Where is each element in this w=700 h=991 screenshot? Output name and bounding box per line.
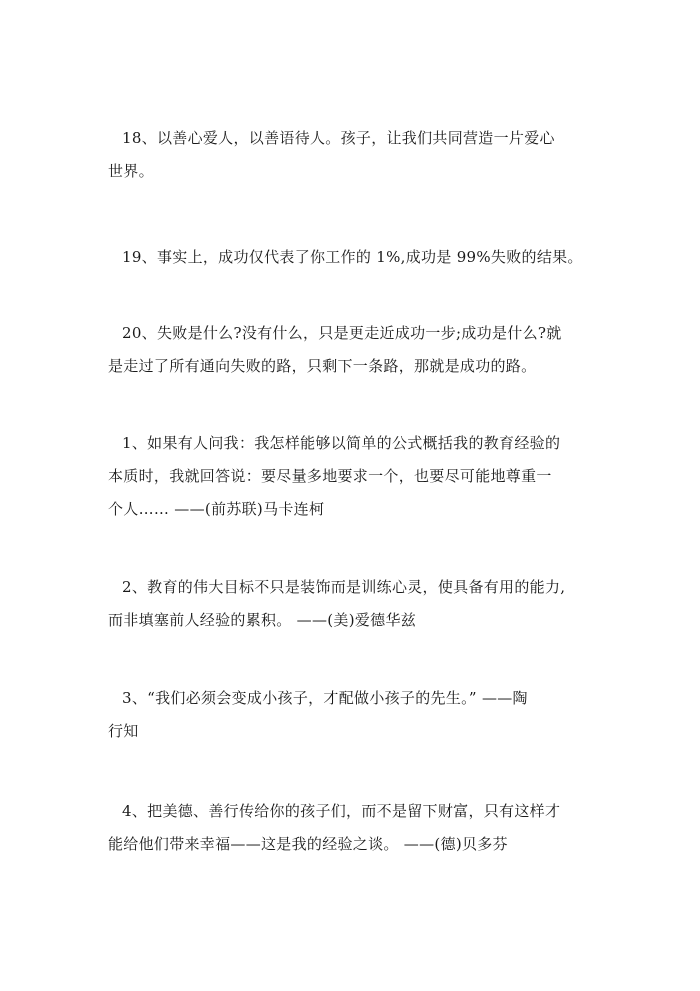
paragraph-line: 是走过了所有通向失败的路，只剩下一条路，那就是成功的路。 — [108, 357, 537, 375]
paragraph-line: 能给他们带来幸福——这是我的经验之谈。 ——(德)贝多芬 — [108, 835, 508, 853]
paragraph-line: 20、失败是什么?没有什么，只是更走近成功一步;成功是什么?就 — [122, 324, 562, 342]
paragraph-line: 本质时，我就回答说：要尽量多地要求一个，也要尽可能地尊重一 — [108, 467, 552, 485]
paragraph-18 — [108, 122, 555, 188]
paragraph-line: 个人…… ——(前苏联)马卡连柯 — [108, 500, 325, 518]
quote-3 — [108, 682, 528, 748]
paragraph-line: 19、事实上，成功仅代表了你工作的 1%,成功是 99%失败的结果。 — [122, 248, 583, 266]
paragraph-line: 3、“我们必须会变成小孩子，才配做小孩子的先生。” ——陶 — [122, 689, 528, 707]
paragraph-line: 1、如果有人问我：我怎样能够以简单的公式概括我的教育经验的 — [122, 434, 561, 452]
paragraph-line: 4、把美德、善行传给你的孩子们，而不是留下财富，只有这样才 — [122, 802, 561, 820]
paragraph-20 — [108, 317, 562, 383]
paragraph-line: 2、教育的伟大目标不只是装饰而是训练心灵，使具备有用的能力, — [122, 578, 566, 596]
paragraph-19 — [108, 241, 583, 274]
paragraph-line: 世界。 — [108, 162, 154, 180]
paragraph-line: 而非填塞前人经验的累积。 ——(美)爱德华兹 — [108, 611, 417, 629]
quote-2 — [108, 571, 565, 637]
paragraph-line: 18、以善心爱人，以善语待人。孩子，让我们共同营造一片爱心 — [122, 129, 555, 147]
paragraph-line: 行知 — [108, 722, 139, 740]
quote-1 — [108, 427, 560, 526]
quote-4 — [108, 795, 560, 861]
